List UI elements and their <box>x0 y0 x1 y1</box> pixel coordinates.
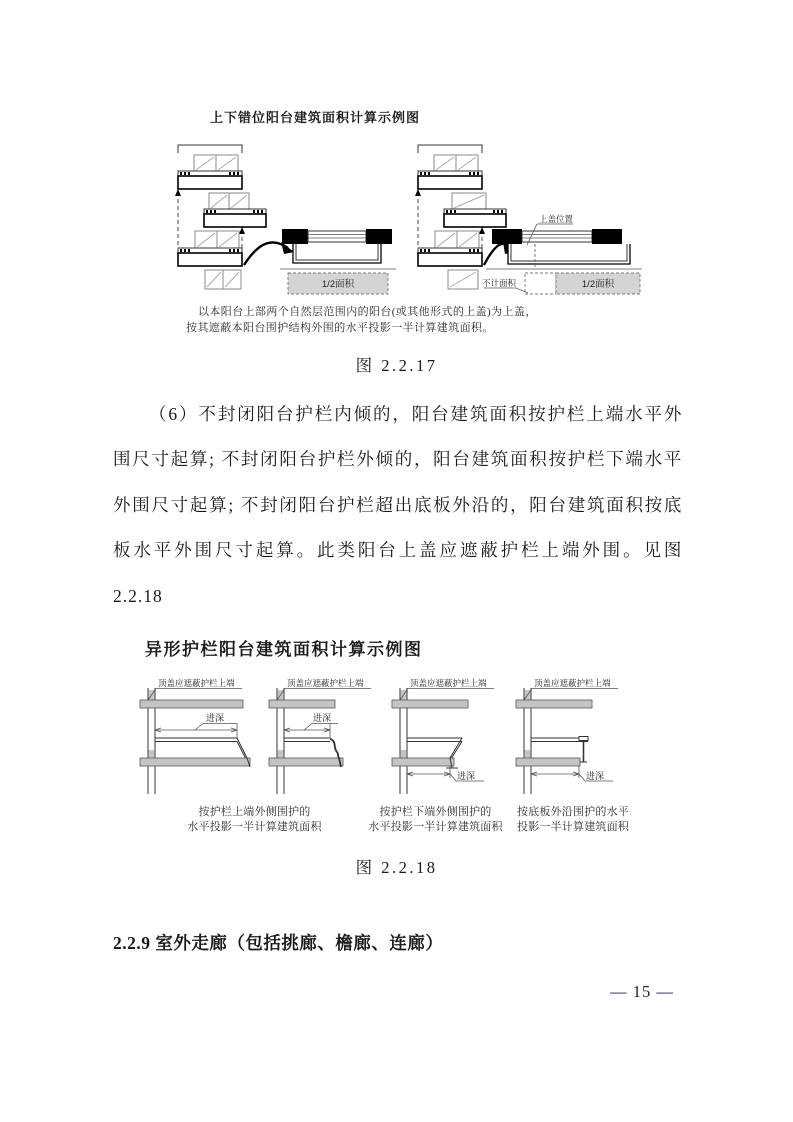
depth-label: 进深 <box>457 771 476 781</box>
paragraph-6 <box>113 392 683 619</box>
curve-arrow-left <box>244 242 288 265</box>
fig17-caption-line2: 按其遮蔽本阳台围护结构外围的水平投影一半计算建筑面积。 <box>186 321 494 334</box>
fig18-caption-3-line1: 按底板外沿围护的水平 <box>517 806 629 818</box>
fig18-caption-2-line2: 水平投影一半计算建筑面积 <box>368 820 503 833</box>
paragraph-line: 围尺寸起算; 不封闭阳台护栏外倾的，阳台建筑面积按护栏下端水平 <box>113 449 683 470</box>
depth-label: 进深 <box>313 713 332 723</box>
depth-label: 进深 <box>586 771 605 781</box>
fig17-caption <box>186 305 598 336</box>
fig18-caption-1-line2: 水平投影一半计算建筑面积 <box>187 820 322 833</box>
fig18-title: 异形护栏阳台建筑面积计算示例图 <box>145 640 423 659</box>
fig17-caption-line1: 以本阳台上部两个自然层范围内的阳台(或其他形式的上盖)为上盖， <box>198 306 537 318</box>
fig18-drawing <box>138 676 668 808</box>
fig17-left-plan <box>280 229 396 294</box>
half-area-label-left: 1/2面积 <box>321 279 355 290</box>
paragraph-line: （6）不封闭阳台护栏内倾的，阳台建筑面积按护栏上端水平外 <box>149 404 683 424</box>
fig18-unit-outward <box>392 678 494 794</box>
paragraph-line: 外围尺寸起算; 不封闭阳台护栏超出底板外沿的，阳台建筑面积按底 <box>113 494 683 515</box>
half-area-label-right: 1/2面积 <box>581 279 615 290</box>
fig18-unit-beyond-slab <box>516 678 618 794</box>
fig18-caption-1-line1: 按护栏上端外侧围护的 <box>198 806 311 818</box>
top-cover-position-label: 上盖位置 <box>539 214 574 224</box>
fig18-caption-3-line2: 投影一半计算建筑面积 <box>517 820 629 833</box>
fig18-caption-2-line1: 按护栏下端外侧围护的 <box>379 806 492 818</box>
top-cover-note: 顶盖应遮蔽护栏上端 <box>534 678 611 688</box>
page-number: — 15 — <box>610 982 674 1001</box>
paragraph-line: 板水平外围尺寸起算。此类阳台上盖应遮蔽护栏上端外围。见图 <box>113 540 683 561</box>
top-cover-note: 顶盖应遮蔽护栏上端 <box>287 678 364 688</box>
fig18-caption-1 <box>157 805 352 834</box>
fig18-unit-inward-straight <box>140 678 250 794</box>
no-area-label: 不计面积 <box>481 278 516 288</box>
fig18-caption-3 <box>478 805 668 834</box>
fig17-label: 图 2.2.17 <box>355 356 438 375</box>
fig17-right-elevation <box>415 145 506 289</box>
fig17-drawing <box>164 134 644 306</box>
fig18-label: 图 2.2.18 <box>355 858 438 877</box>
depth-label: 进深 <box>206 713 225 723</box>
paragraph-line: 2.2.18 <box>113 585 163 606</box>
top-cover-note: 顶盖应遮蔽护栏上端 <box>410 678 487 688</box>
fig18-unit-inward-curved <box>269 678 371 794</box>
fig17-left-elevation <box>175 145 294 289</box>
fig17-title: 上下错位阳台建筑面积计算示例图 <box>210 110 421 125</box>
section-heading-2-2-9: 2.2.9 室外走廊（包括挑廊、檐廊、连廊） <box>113 933 444 953</box>
top-cover-note: 顶盖应遮蔽护栏上端 <box>158 678 235 688</box>
